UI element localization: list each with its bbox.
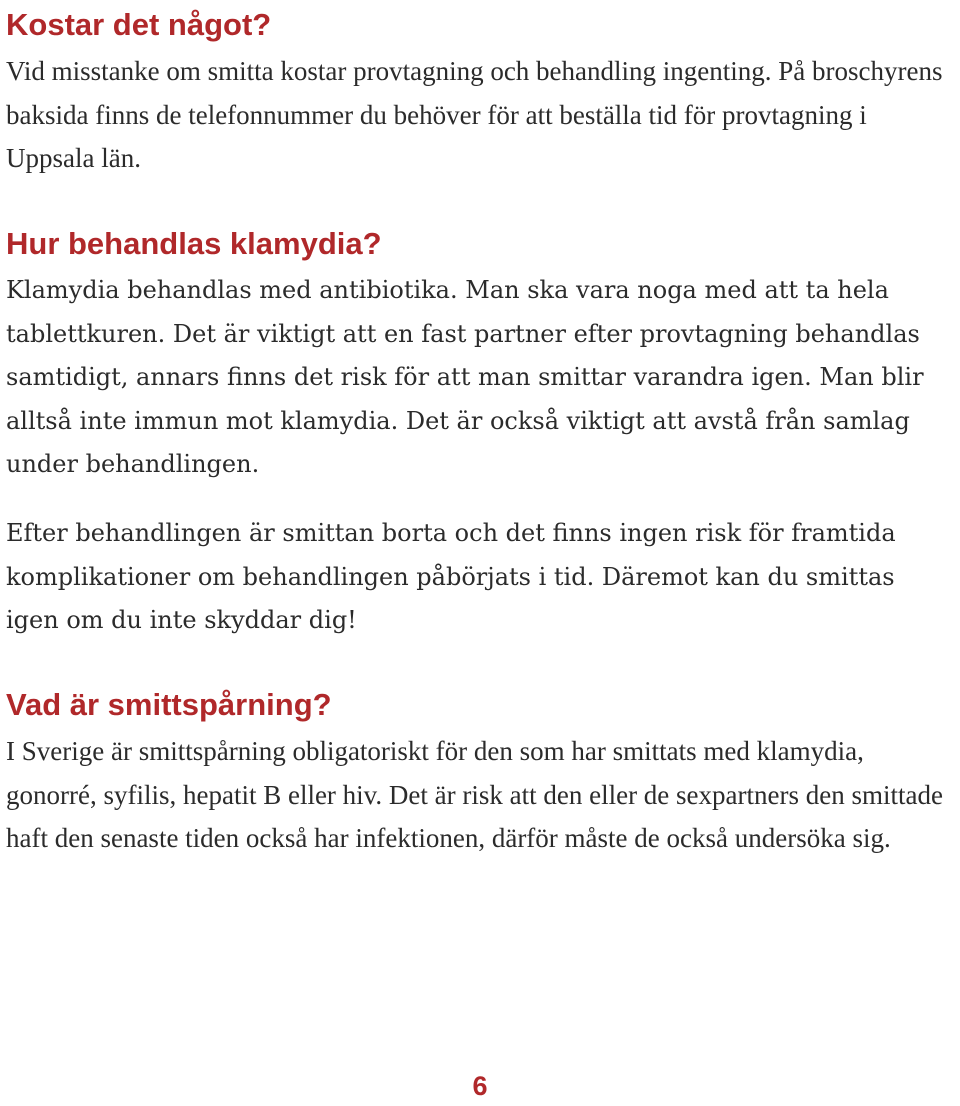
paragraph-after-treatment: Efter behandlingen är smittan borta och det finns ingen risk för framtida komplikationer om behandlingen påbörjats i tid. Däremot kan du smittas igen om du inte skyddar dig!: [6, 519, 896, 634]
page-number: 6: [472, 1071, 488, 1101]
paragraph-treatment: Klamydia behandlas med antibiotika. Man ska vara noga med att ta hela tablettkuren. Det är viktigt att en fast partner efter provtagning behandlas samtidigt, annars finns det risk för att man smittar varandra igen. Man blir alltså inte immun mot klamydia. Det är också viktigt att avstå från samlag under behandlingen.: [6, 276, 924, 478]
paragraph-cost: Vid misstanke om smitta kostar provtagning och behandling ingenting. På broschyrens baksida finns de telefonnummer du behöver för att beställa tid för provtagning i Uppsala län.: [6, 56, 943, 173]
paragraph-contact-tracing: I Sverige är smittspårning obligatoriskt för den som har smittats med klamydia, gonorré, syfilis, hepatit B eller hiv. Det är risk att den eller de sexpartners den smittade haft den senaste tiden också har infektionen, därför måste de också undersöka sig.: [6, 736, 943, 853]
heading-treatment: Hur behandlas klamydia?: [6, 226, 382, 261]
heading-contact-tracing: Vad är smittspårning?: [6, 687, 332, 722]
heading-cost: Kostar det något?: [6, 7, 272, 42]
